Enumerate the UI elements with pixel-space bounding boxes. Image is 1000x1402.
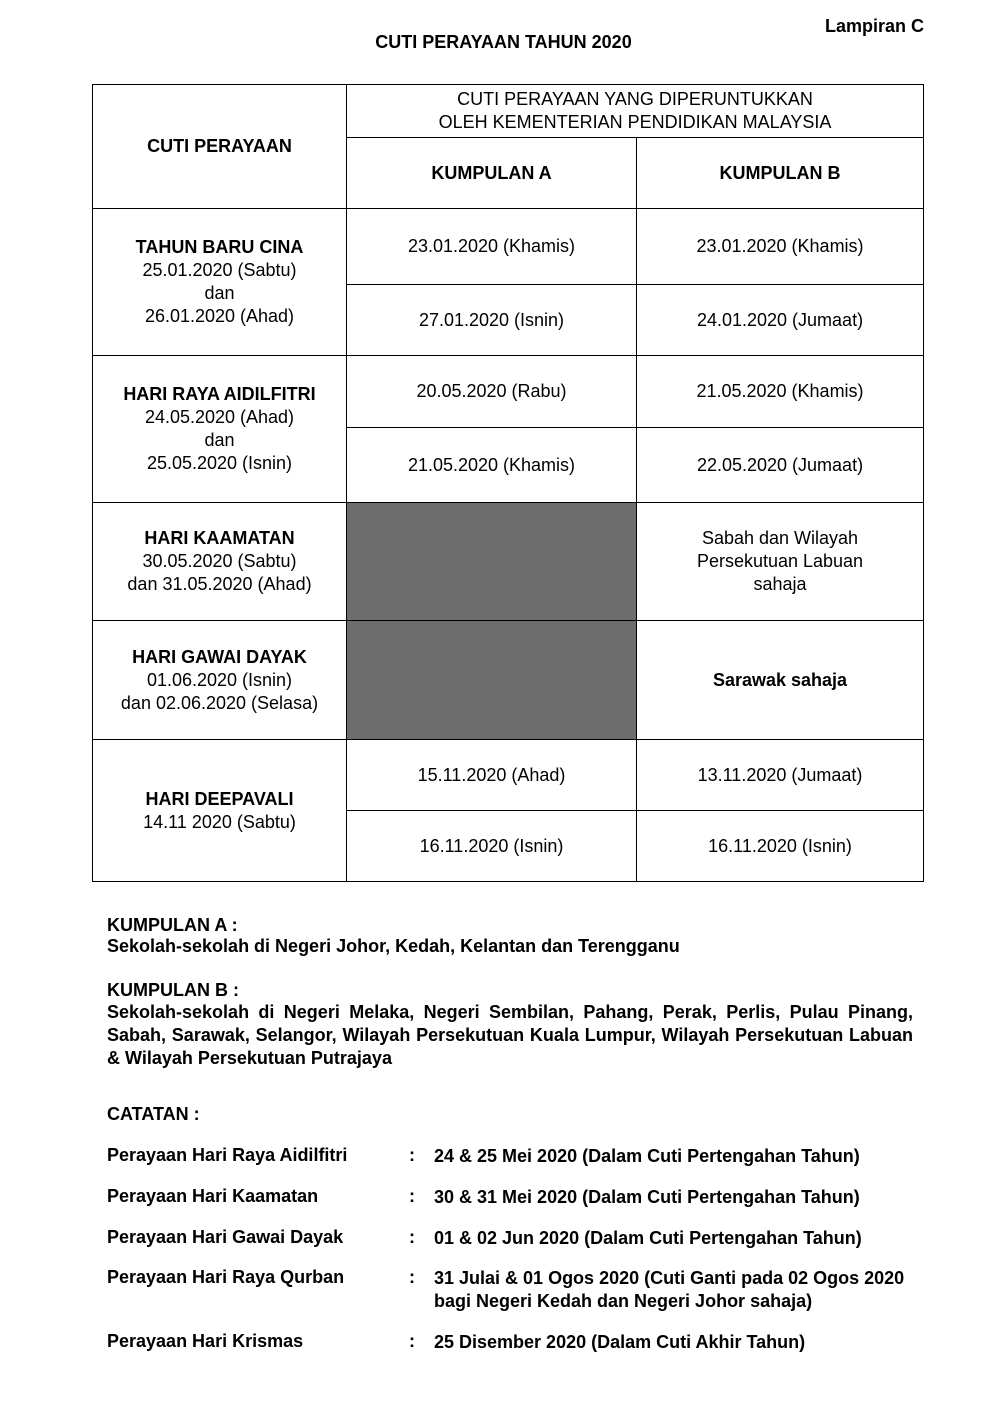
catatan-item-value: 24 & 25 Mei 2020 (Dalam Cuti Pertengahan Tahun) <box>434 1146 860 1166</box>
holiday-date: 24.05.2020 (Ahad) <box>144 407 295 427</box>
group-b-date: 21.05.2020 (Khamis) <box>637 356 924 428</box>
holiday-name: HARI KAAMATAN <box>144 528 295 548</box>
holiday-date: 25.01.2020 (Sabtu) <box>142 260 297 280</box>
holiday-date: 30.05.2020 (Sabtu) <box>142 551 297 571</box>
holiday-date: 26.01.2020 (Ahad) <box>144 306 295 326</box>
holiday-date: dan 02.06.2020 (Selasa) <box>120 692 319 713</box>
group-a-date: 15.11.2020 (Ahad) <box>347 740 637 811</box>
attachment-label: Lampiran C <box>824 16 924 36</box>
header-kumpulan-b: KUMPULAN B <box>637 138 924 209</box>
catatan-colon: : <box>409 1331 415 1351</box>
catatan-item-value: 30 & 31 Mei 2020 (Dalam Cuti Pertengahan Tahun) <box>434 1187 860 1207</box>
holiday-cell <box>93 209 347 356</box>
holiday-table <box>92 84 924 882</box>
group-b-date: 16.11.2020 (Isnin) <box>637 811 924 882</box>
header-allocated-line: CUTI PERAYAAN YANG DIPERUNTUKKAN <box>457 89 813 109</box>
group-a-date: 21.05.2020 (Khamis) <box>347 428 637 503</box>
holiday-cell <box>93 740 347 882</box>
holiday-name: HARI GAWAI DAYAK <box>132 646 307 667</box>
holiday-name: HARI RAYA AIDILFITRI <box>123 384 316 404</box>
holiday-cell <box>93 503 347 621</box>
group-b-date: 23.01.2020 (Khamis) <box>637 209 924 285</box>
group-a-date: 16.11.2020 (Isnin) <box>347 811 637 882</box>
header-cuti-perayaan: CUTI PERAYAAN <box>93 85 347 209</box>
catatan-item-name: Perayaan Hari Raya Aidilfitri <box>107 1145 348 1165</box>
group-b-section <box>107 980 913 1070</box>
shaded-cell <box>347 503 637 621</box>
catatan-label: CATATAN : <box>107 1104 200 1124</box>
group-b-date: 13.11.2020 (Jumaat) <box>637 740 924 811</box>
group-a-date: 27.01.2020 (Isnin) <box>347 285 637 356</box>
holiday-date: dan <box>204 283 235 303</box>
holiday-date: 14.11 2020 (Sabtu) <box>143 811 296 832</box>
catatan-item-value: 01 & 02 Jun 2020 (Dalam Cuti Pertengahan Tahun) <box>434 1228 862 1248</box>
group-b-note-line: Persekutuan Labuan <box>696 551 864 571</box>
group-b-text: Sekolah-sekolah di Negeri Melaka, Negeri Sembilan, Pahang, Perak, Perlis, Pulau Pinang, Sabah, Sarawak, Selangor, Wilayah Persekutuan Kuala Lumpur, Wilayah Persekutuan Labuan & Wilayah Persekutuan Putrajaya <box>107 1002 913 1068</box>
catatan-colon: : <box>409 1267 415 1287</box>
holiday-cell <box>93 356 347 503</box>
shaded-cell <box>347 621 637 740</box>
group-a-section <box>107 915 913 957</box>
group-b-date: 24.01.2020 (Jumaat) <box>637 285 924 356</box>
catatan-item-name: Perayaan Hari Gawai Dayak <box>107 1227 344 1247</box>
group-a-date: 23.01.2020 (Khamis) <box>347 209 637 285</box>
header-kumpulan-a: KUMPULAN A <box>347 138 637 209</box>
group-a-text: Sekolah-sekolah di Negeri Johor, Kedah, Kelantan dan Terengganu <box>107 936 680 956</box>
catatan-colon: : <box>409 1186 415 1206</box>
holiday-cell <box>93 621 347 740</box>
group-b-note-line: sahaja <box>753 574 807 594</box>
page-title: CUTI PERAYAAN TAHUN 2020 <box>375 32 632 52</box>
catatan-item-value: 25 Disember 2020 (Dalam Cuti Akhir Tahun) <box>434 1332 806 1352</box>
group-b-note: Sarawak sahaja <box>637 621 924 740</box>
group-b-date: 22.05.2020 (Jumaat) <box>637 428 924 503</box>
catatan-item-value: 31 Julai & 01 Ogos 2020 (Cuti Ganti pada 02 Ogos 2020 bagi Negeri Kedah dan Negeri Johor sahaja) <box>434 1268 905 1311</box>
group-b-note <box>637 503 924 621</box>
holiday-date: dan <box>204 430 235 450</box>
header-allocated <box>347 85 924 138</box>
group-b-label: KUMPULAN B : <box>107 980 239 1000</box>
catatan-item-name: Perayaan Hari Krismas <box>107 1331 304 1351</box>
holiday-date: 01.06.2020 (Isnin) <box>146 669 293 690</box>
holiday-name: TAHUN BARU CINA <box>135 237 304 257</box>
group-a-date: 20.05.2020 (Rabu) <box>347 356 637 428</box>
holiday-date: 25.05.2020 (Isnin) <box>146 453 293 473</box>
group-b-note-line: Sabah dan Wilayah <box>701 528 859 548</box>
catatan-colon: : <box>409 1145 415 1165</box>
holiday-date: dan 31.05.2020 (Ahad) <box>127 574 312 594</box>
group-a-label: KUMPULAN A : <box>107 915 238 935</box>
header-allocated-line: OLEH KEMENTERIAN PENDIDIKAN MALAYSIA <box>438 112 832 132</box>
catatan-item-name: Perayaan Hari Kaamatan <box>107 1186 319 1206</box>
holiday-name: HARI DEEPAVALI <box>145 788 294 809</box>
catatan-item-name: Perayaan Hari Raya Qurban <box>107 1267 345 1287</box>
catatan-colon: : <box>409 1227 415 1247</box>
